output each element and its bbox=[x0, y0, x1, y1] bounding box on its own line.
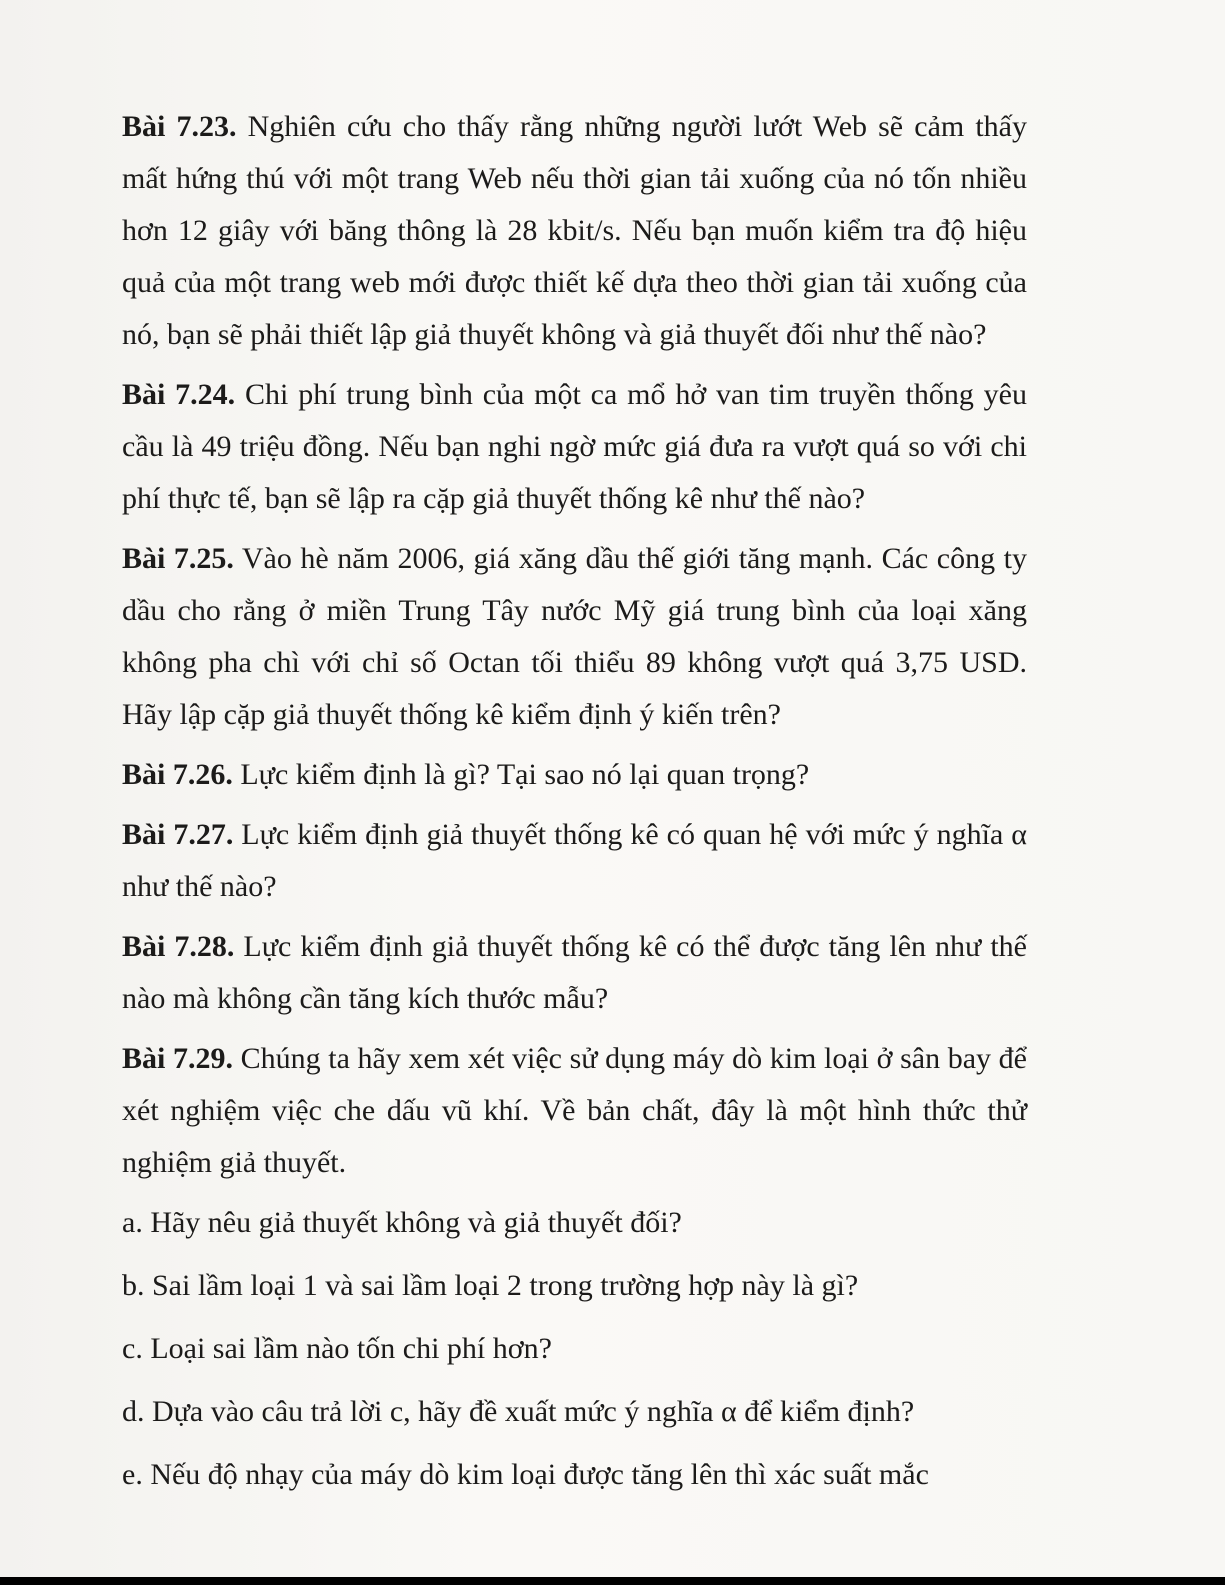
exercise-7-28 bbox=[122, 921, 1027, 1025]
scan-bottom-edge bbox=[0, 1577, 1225, 1585]
exercise-label: Bài 7.25. bbox=[122, 542, 234, 575]
exercise-7-24 bbox=[122, 369, 1027, 525]
exercise-7-25 bbox=[122, 533, 1027, 741]
exercise-text: Vào hè năm 2006, giá xăng dầu thế giới tăng mạnh. Các công ty dầu cho rằng ở miền Trung Tây nước Mỹ giá trung bình của loại xăng không pha chì với chỉ số Octan tối thiểu 89 không vượt quá 3,75 USD. Hãy lập cặp giả thuyết thống kê kiểm định ý kiến trên? bbox=[122, 542, 1027, 731]
exercise-label: Bài 7.24. bbox=[122, 378, 236, 411]
exercise-label: Bài 7.26. bbox=[122, 758, 233, 791]
exercise-7-27 bbox=[122, 809, 1027, 913]
subitem-b: b. Sai lầm loại 1 và sai lầm loại 2 trong trường hợp này là gì? bbox=[122, 1269, 859, 1302]
exercise-7-26 bbox=[122, 749, 1027, 801]
page-content bbox=[122, 101, 1027, 1512]
exercise-text: Nghiên cứu cho thấy rằng những người lướt Web sẽ cảm thấy mất hứng thú với một trang Web nếu thời gian tải xuống của nó tốn nhiều hơn 12 giây với băng thông là 28 kbit/s. Nếu bạn muốn kiểm tra độ hiệu quả của một trang web mới được thiết kế dựa theo thời gian tải xuống của nó, bạn sẽ phải thiết lập giả thuyết không và giả thuyết đối như thế nào? bbox=[122, 110, 1027, 351]
exercise-text: Lực kiểm định là gì? Tại sao nó lại quan trọng? bbox=[232, 758, 810, 791]
subitem-e: e. Nếu độ nhạy của máy dò kim loại được tăng lên thì xác suất mắc bbox=[122, 1458, 929, 1491]
exercise-text: Chúng ta hãy xem xét việc sử dụng máy dò kim loại ở sân bay để xét nghiệm việc che dấu vũ khí. Về bản chất, đây là một hình thức thử nghiệm giả thuyết. bbox=[122, 1042, 1027, 1179]
exercise-text: Lực kiểm định giả thuyết thống kê có quan hệ với mức ý nghĩa α như thế nào? bbox=[122, 818, 1027, 903]
exercise-label: Bài 7.28. bbox=[122, 930, 235, 963]
exercise-label: Bài 7.23. bbox=[122, 110, 237, 143]
exercise-text: Chi phí trung bình của một ca mổ hở van tim truyền thống yêu cầu là 49 triệu đồng. Nếu bạn nghi ngờ mức giá đưa ra vượt quá so với chi phí thực tế, bạn sẽ lập ra cặp giả thuyết thống kê như thế nào? bbox=[122, 378, 1027, 515]
exercise-label: Bài 7.29. bbox=[122, 1042, 233, 1075]
exercise-7-29 bbox=[122, 1033, 1027, 1189]
exercise-text: Lực kiểm định giả thuyết thống kê có thể được tăng lên như thế nào mà không cần tăng kích thước mẫu? bbox=[122, 930, 1027, 1015]
subitem-c: c. Loại sai lầm nào tốn chi phí hơn? bbox=[122, 1332, 552, 1365]
subitem-d: d. Dựa vào câu trả lời c, hãy đề xuất mức ý nghĩa α để kiểm định? bbox=[122, 1395, 915, 1428]
exercise-7-23 bbox=[122, 101, 1027, 361]
subitem-a: a. Hãy nêu giả thuyết không và giả thuyết đối? bbox=[122, 1206, 682, 1239]
exercise-label: Bài 7.27. bbox=[122, 818, 234, 851]
